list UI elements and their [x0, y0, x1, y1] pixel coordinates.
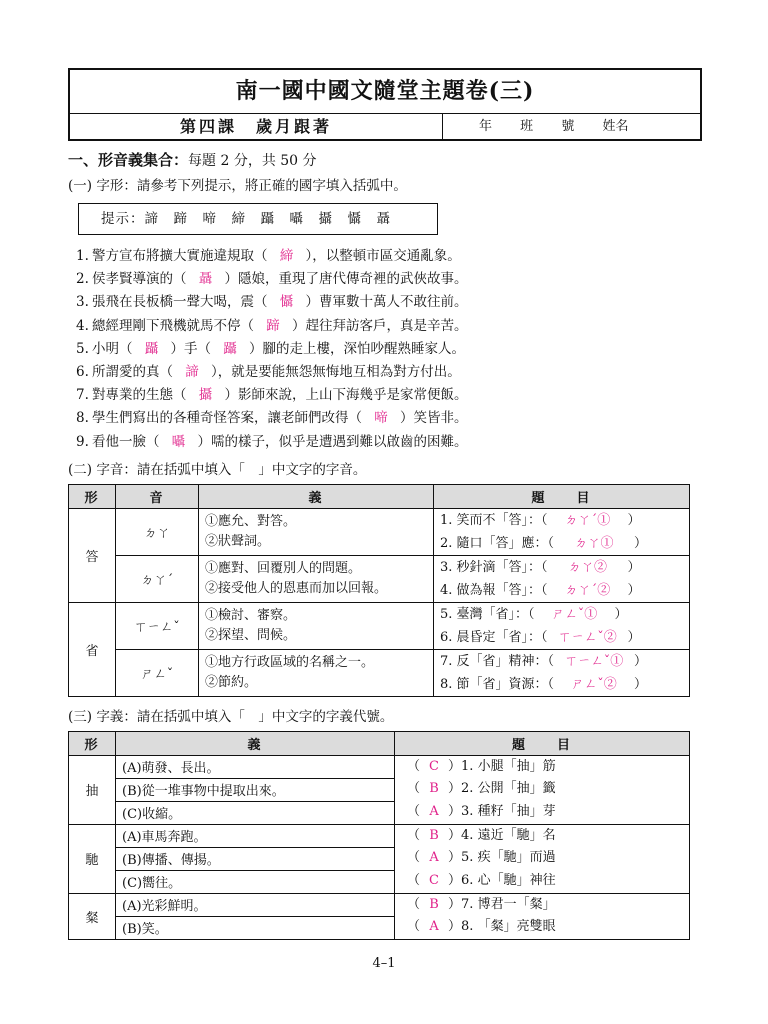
list-item [76, 361, 700, 384]
meaning-line: ②探望、問候。 [205, 627, 297, 643]
paren-open: （ [407, 803, 421, 819]
item-text: 小明（ [92, 340, 133, 357]
item-text: ），以整頓市區交通亂象。 [305, 248, 461, 264]
question-line [440, 650, 683, 673]
question-line [407, 801, 683, 824]
part-3-title: (三) 字義：請在括弧中填入「 」中文字的字義代號。 [68, 708, 394, 725]
name-label: 姓名 [602, 119, 629, 134]
question-line [440, 556, 683, 579]
answer-sound: ㄉㄚ① [574, 535, 614, 551]
question-line [407, 870, 683, 893]
answer-sound: ㄉㄚˊ② [564, 582, 611, 598]
answer-glyph: 懾 [279, 294, 294, 311]
answer-sound: ㄉㄚˊ① [564, 512, 611, 528]
paren-close: ） [448, 872, 462, 888]
paren-close: ） [448, 896, 462, 912]
question-line [440, 509, 683, 532]
meaning-cell: (C)嚮往。 [116, 870, 395, 893]
part-1-title: (一) 字形：請參考下列提示，將正確的國字填入括弧中。 [68, 178, 407, 194]
meaning-line: ①地方行政區域的名稱之一。 [205, 654, 375, 670]
sound-cell: ㄉㄚˊ [116, 555, 199, 602]
paren-open: （ [407, 896, 421, 912]
meaning-cell [199, 649, 434, 696]
question-cell [434, 508, 690, 555]
item-text: 侯孝賢導演的（ [92, 271, 187, 288]
item-text: 總經理剛下飛機就馬不停（ [92, 317, 254, 334]
question-line [407, 825, 683, 848]
meaning-cell: (A)萌發、長出。 [116, 755, 395, 778]
question-text: 6. 心「馳」神往 [461, 872, 556, 888]
answer-sound: ㄕㄥˇ② [571, 676, 617, 692]
question-line [407, 847, 683, 870]
paren-close: ） [627, 559, 641, 575]
meaning-cell: (B)從一堆事物中提取出來。 [116, 778, 395, 801]
list-item [76, 431, 700, 454]
table-row [69, 893, 690, 916]
paren-open: （ [407, 850, 421, 866]
table-row [69, 508, 690, 555]
question-line [440, 579, 683, 602]
answer-code: B [429, 896, 439, 912]
meaning-cell: (B)笑。 [116, 916, 395, 939]
item-text: ）笑皆非。 [400, 410, 468, 427]
item-text: 看他一臉（ [92, 433, 160, 450]
question-line [440, 603, 683, 626]
question-cell [434, 555, 690, 602]
item-number: 3. [76, 294, 89, 311]
meaning-cell: (A)光彩鮮明。 [116, 893, 395, 916]
answer-glyph: 諦 [185, 363, 199, 380]
question-text: 7. 博君一「粲」 [461, 896, 556, 912]
item-number: 8. [76, 410, 89, 427]
meaning-cell: (C)收縮。 [116, 801, 395, 824]
answer-code: A [429, 803, 439, 819]
question-line [407, 894, 683, 917]
item-text: ）曹軍數十萬人不敢往前。 [305, 294, 468, 311]
answer-glyph: 聶 [198, 271, 213, 288]
list-item [76, 407, 700, 430]
answer-code: A [429, 850, 439, 866]
list-item [76, 268, 700, 291]
answer-glyph: 攝 [198, 387, 213, 404]
item-text: ），就是要能無怨無悔地互相為對方付出。 [211, 363, 461, 380]
paren-open: （ [407, 781, 421, 797]
question-line [407, 756, 683, 779]
paren-close: ） [448, 803, 462, 819]
seat-label: 號 [561, 119, 575, 134]
col-header-question-2: 題 目 [395, 731, 690, 755]
question-line [407, 778, 683, 801]
question-line [407, 916, 683, 939]
item-text: 警方宣布將擴大實施違規取（ [92, 248, 268, 264]
col-header-form: 形 [69, 484, 116, 508]
meaning-line: ②狀聲詞。 [205, 533, 271, 549]
paren-close: ） [634, 676, 648, 692]
item-number: 5. [76, 340, 89, 357]
answer-glyph: 啼 [374, 410, 388, 427]
answer-sound: ㄉㄚ② [568, 559, 608, 575]
paren-close: ） [634, 653, 648, 669]
question-text: 5. 疾「馳」而過 [461, 850, 556, 866]
meaning-line: ①應允、對答。 [205, 513, 297, 529]
question-text: 8. 節「省」資源：（ [440, 676, 555, 692]
paren-close: ） [448, 758, 462, 774]
item-text: 張飛在長板橋一聲大喝，震（ [92, 294, 268, 311]
table-row [69, 824, 690, 847]
question-text: 4. 做為報「答」：（ [440, 582, 548, 598]
paren-close: ） [627, 512, 641, 528]
answer-sound: ㄒㄧㄥˇ② [558, 629, 617, 645]
item-text: ）手（ [170, 340, 211, 357]
table-row [69, 602, 690, 649]
col-header-form-2: 形 [69, 731, 116, 755]
item-text: ）影師來說，上山下海幾乎是家常便飯。 [224, 387, 468, 404]
question-cell [434, 602, 690, 649]
paren-open: （ [407, 919, 421, 935]
item-number: 9. [76, 433, 89, 450]
grade-label: 年 [479, 119, 493, 134]
table-row [69, 649, 690, 696]
part-2-title: (二) 字音：請在括弧中填入「 」中文字的字音。 [68, 461, 367, 478]
list-item [76, 384, 700, 407]
sound-cell: ㄕㄥˇ [116, 649, 199, 696]
question-text: 8. 「粲」亮雙眼 [461, 919, 556, 935]
meaning-cell: (A)車馬奔跑。 [116, 824, 395, 847]
student-info [443, 114, 700, 139]
question-cell [395, 893, 690, 939]
col-header-meaning: 義 [199, 484, 434, 508]
question-text: 1. 笑而不「答」：（ [440, 512, 548, 528]
item-text: ）趕往拜訪客戶，真是辛苦。 [292, 317, 468, 334]
item-text: ）腳的走上樓，深怕吵醒熟睡家人。 [249, 340, 465, 357]
paren-close: ） [448, 919, 462, 935]
answer-code: B [429, 827, 439, 843]
meaning-cell [199, 602, 434, 649]
meaning-cell [199, 508, 434, 555]
meaning-line: ②接受他人的恩惠而加以回報。 [205, 580, 388, 596]
answer-glyph: 蹄 [266, 317, 280, 334]
class-label: 班 [520, 119, 534, 134]
item-number: 1. [76, 248, 89, 264]
section-1-title: 一、形音義集合：每題 2 分，共 50 分 [68, 151, 317, 169]
question-cell [395, 755, 690, 824]
exam-title: 南一國中國文隨堂主題卷(三) [70, 70, 700, 114]
item-number: 2. [76, 271, 89, 288]
paren-close: ） [614, 606, 628, 622]
list-item [76, 315, 700, 338]
meaning-line: ②節約。 [205, 674, 258, 690]
question-text: 1. 小腿「抽」筋 [461, 758, 556, 774]
table-row [69, 755, 690, 778]
answer-glyph: 締 [279, 248, 294, 264]
meaning-table [68, 731, 690, 940]
answer-sound: ㄒㄧㄥˇ① [564, 653, 624, 669]
question-text: 3. 秒針滴「答」：（ [440, 559, 548, 575]
paren-open: （ [407, 758, 421, 774]
paren-open: （ [407, 827, 421, 843]
question-text: 2. 隨口「答」應：（ [440, 535, 555, 551]
question-text: 4. 遠近「馳」名 [461, 827, 556, 843]
answer-glyph: 囁 [171, 433, 186, 450]
paren-close: ） [448, 850, 462, 866]
answer-glyph: 躡 [223, 340, 237, 357]
paren-close: ） [627, 582, 641, 598]
list-item [76, 291, 700, 314]
paren-close: ） [448, 827, 462, 843]
form-char: 馳 [69, 824, 116, 893]
question-text: 3. 種籽「抽」芽 [461, 803, 556, 819]
item-text: 所謂愛的真（ [92, 363, 173, 380]
answer-code: A [429, 919, 439, 935]
item-text: ）嚅的樣子，似乎是遭遇到難以啟齒的困難。 [197, 433, 468, 450]
paren-close: ） [627, 629, 641, 645]
list-item [76, 245, 700, 268]
pronunciation-table [68, 484, 690, 697]
item-number: 7. [76, 387, 89, 404]
question-cell [395, 824, 690, 893]
item-text: ）隱娘，重現了唐代傳奇裡的武俠故事。 [224, 271, 468, 288]
answer-sound: ㄕㄥˇ① [551, 606, 598, 622]
lesson-title: 第四課 歲月跟著 [70, 114, 443, 139]
page-number: 4–1 [372, 956, 396, 971]
question-text: 6. 晨昏定「省」：（ [440, 629, 548, 645]
form-char: 粲 [69, 893, 116, 939]
item-text: 學生們寫出的各種奇怪答案，讓老師們改得（ [92, 410, 362, 427]
form-char: 答 [69, 508, 116, 602]
answer-code: C [429, 758, 439, 774]
table-row [69, 555, 690, 602]
sound-cell: ㄒㄧㄥˇ [116, 602, 199, 649]
question-text: 7. 反「省」精神：（ [440, 653, 555, 669]
question-line [440, 626, 683, 649]
exam-header [68, 68, 702, 141]
hint-box: 提示：諦 蹄 啼 締 躡 囁 攝 懾 聶 [78, 203, 438, 235]
col-header-meaning-2: 義 [116, 731, 395, 755]
form-char: 抽 [69, 755, 116, 824]
item-text: 對專業的生態（ [92, 387, 187, 404]
meaning-line: ①檢討、審察。 [205, 607, 297, 623]
item-number: 4. [76, 317, 89, 334]
list-item [76, 338, 700, 361]
question-line [440, 532, 683, 555]
meaning-line: ①應對、回覆別人的問題。 [205, 560, 362, 576]
question-text: 2. 公開「抽」籤 [461, 781, 556, 797]
form-char: 省 [69, 602, 116, 696]
item-number: 6. [76, 363, 89, 380]
sound-cell: ㄉㄚ [116, 508, 199, 555]
paren-close: ） [448, 781, 462, 797]
answer-code: B [429, 781, 439, 797]
section-1-note: 每題 2 分，共 50 分 [188, 153, 317, 169]
meaning-cell: (B)傳播、傳揚。 [116, 847, 395, 870]
answer-code: C [429, 872, 439, 888]
col-header-sound: 音 [116, 484, 199, 508]
question-text: 5. 臺灣「省」：（ [440, 606, 535, 622]
question-line [440, 673, 683, 696]
meaning-cell [199, 555, 434, 602]
col-header-question: 題 目 [434, 484, 690, 508]
paren-close: ） [634, 535, 648, 551]
answer-glyph: 躡 [144, 340, 159, 357]
glyph-question-list [76, 245, 700, 454]
paren-open: （ [407, 872, 421, 888]
question-cell [434, 649, 690, 696]
